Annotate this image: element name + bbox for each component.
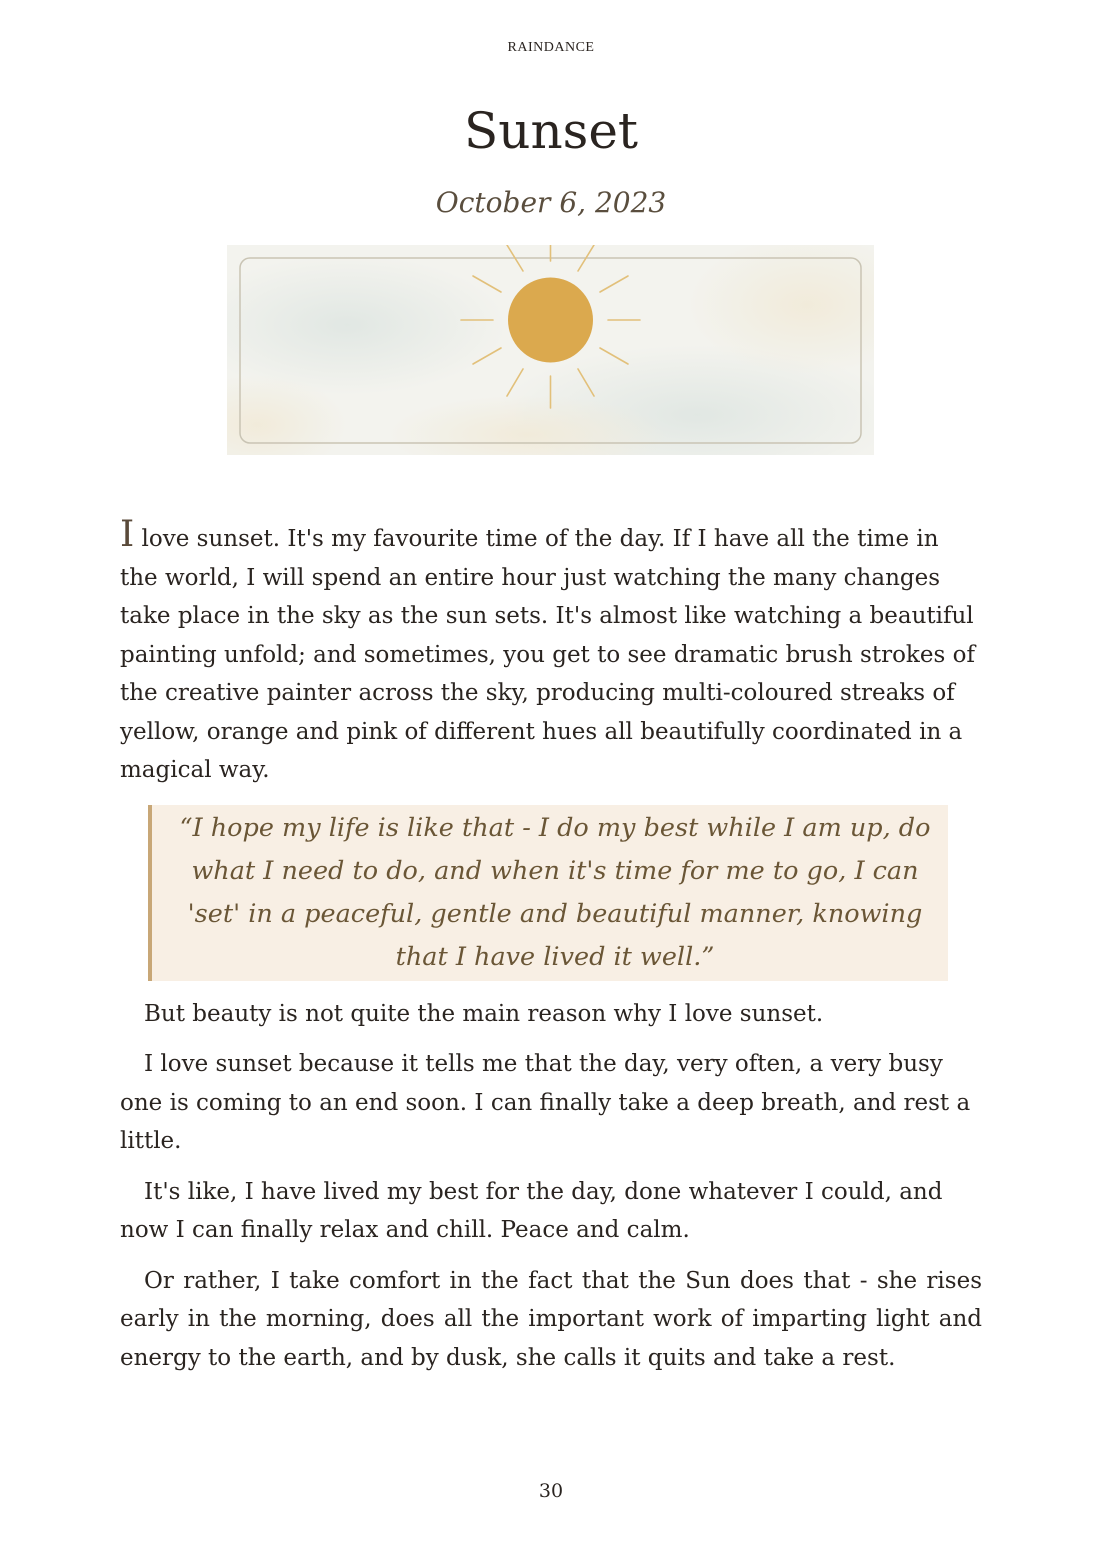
paragraph-2: But beauty is not quite the main reason why I love sunset. — [144, 1000, 824, 1027]
paragraph-3: I love sunset because it tells me that the day, very often, a very busy one is coming to an end soon. I can finally take a deep breath, and rest a little. — [120, 1051, 971, 1154]
paragraph-4: It's like, I have lived my best for the day, done whatever I could, and now I can finally relax and chill. Peace and calm. — [120, 1178, 943, 1243]
page-number: 30 — [538, 1480, 564, 1502]
pull-quote: “I hope my life is like that - I do my best while I am up, do what I need to do, and when it's time for me to go, I can 'set' in a peaceful, gentle and beautiful manner, knowing that I have lived it well.” — [148, 805, 948, 981]
paragraph-5: Or rather, I take comfort in the fact that the Sun does that - she rises early in the morning, does all the important work of imparting light and energy to the earth, and by dusk, she calls it quits and take a rest. — [120, 1267, 982, 1371]
paragraph-1-text: love sunset. It's my favourite time of the day. If I have all the time in the world, I will spend an entire hour just watching the many changes take place in the sky as the sun sets. It's almost like watching a beautiful painting unfold; and sometimes, you get to see dramatic brush strokes of the creative painter across the sky, producing multi-coloured streaks of yellow, orange and pink of different hues all beautifully coordinated in a magical way. — [120, 526, 975, 783]
paragraph-1 — [120, 514, 982, 790]
page-title: Sunset — [464, 102, 638, 160]
sun-banner-illustration — [227, 245, 874, 455]
article-date: October 6, 2023 — [435, 186, 667, 219]
running-header: RAINDANCE — [507, 40, 595, 55]
article-body — [120, 514, 982, 1389]
drop-cap: I — [120, 514, 135, 555]
